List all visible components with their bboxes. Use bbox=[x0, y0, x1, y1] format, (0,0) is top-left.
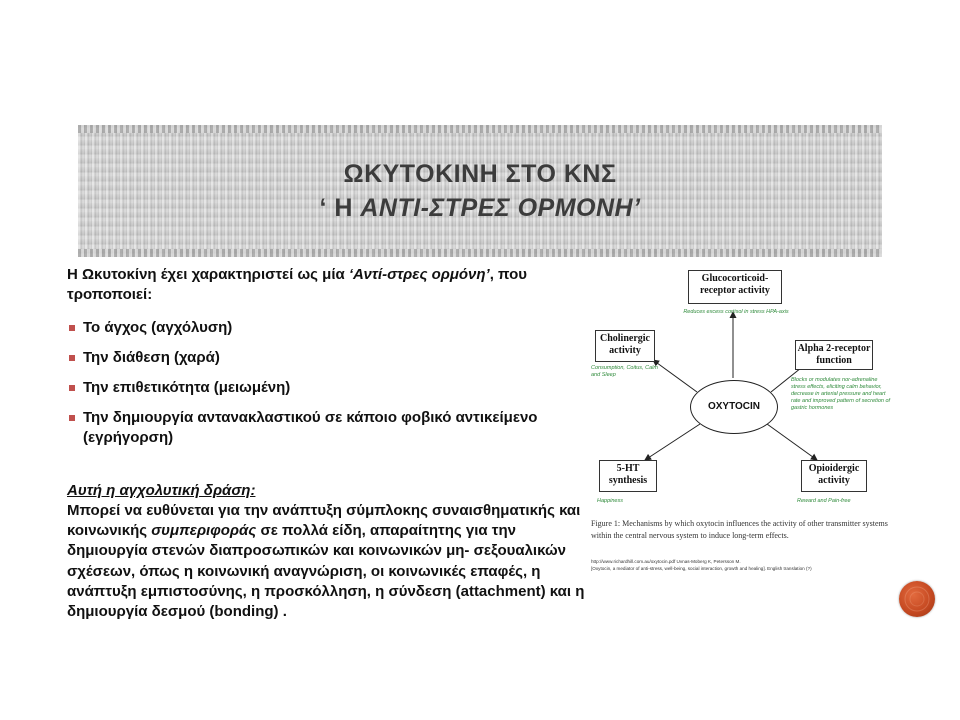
opioidergic-note: Reward and Pain-free bbox=[797, 498, 851, 504]
sub-heading bbox=[67, 481, 255, 501]
sub-heading-text: Αυτή η αγχολυτική δράση: bbox=[67, 482, 256, 499]
bullet-item bbox=[67, 408, 587, 448]
intro-pre: Η Ωκυτοκίνη έχει χαρακτηριστεί ως μία bbox=[67, 266, 349, 283]
square-bullet-icon bbox=[69, 415, 75, 421]
bullet-text: Την διάθεση (χαρά) bbox=[83, 349, 220, 366]
oxytocin-center: OXYTOCIN bbox=[690, 380, 778, 434]
square-bullet-icon bbox=[69, 385, 75, 391]
bullet-text: Την επιθετικότητα (μειωμένη) bbox=[83, 379, 291, 396]
source-line2: [Oxytocin, a mediator of anti-stress, well-being, social interaction, growth and healing]. English translation (?) bbox=[591, 566, 812, 571]
nav-circle-button[interactable] bbox=[899, 581, 935, 617]
square-bullet-icon bbox=[69, 325, 75, 331]
5ht-note: Happiness bbox=[597, 498, 623, 504]
title-line2-prefix: ‘ Η bbox=[319, 194, 361, 222]
glucocorticoid-note: Reduces excess cortisol in stress HPA-axis bbox=[683, 309, 789, 315]
slide-title-line2 bbox=[78, 194, 882, 223]
cholinergic-note: Consumption, Coitus, Calm and Sleep bbox=[591, 365, 658, 378]
glucocorticoid-box: Glucocorticoid-receptor activity bbox=[688, 270, 782, 304]
alpha2-box: Alpha 2-receptor function bbox=[795, 340, 873, 370]
5ht-box: 5-HT synthesis bbox=[599, 460, 657, 492]
circle-pattern-icon bbox=[899, 581, 935, 617]
intro-post: , που τροποποιεί: bbox=[67, 266, 528, 303]
bullet-text: Την δημιουργία αντανακλαστικού σε κάποιο φοβικό αντικείμενο (εγρήγορση) bbox=[83, 409, 538, 446]
para-italic: συμπεριφοράς bbox=[151, 522, 257, 540]
intro-emphasis: ‘Αντί-στρες ορμόνη’ bbox=[348, 266, 490, 283]
title-line2-italic: ΑΝΤΙ-ΣΤΡΕΣ ΟΡΜΟΝΗ’ bbox=[360, 194, 641, 222]
arrow-bottom-right bbox=[767, 424, 817, 460]
alpha2-note: Blocks or modulates nor-adrenaline stress effects, eliciting calm behavior, decrease in arterial pressure and heart rate and improved pattern of secretion of gastric hormones bbox=[791, 377, 891, 411]
arrow-bottom-left bbox=[645, 424, 700, 460]
bullet-item bbox=[67, 378, 587, 398]
title-banner bbox=[78, 125, 882, 257]
bullet-item bbox=[67, 348, 587, 368]
intro-text bbox=[67, 265, 587, 305]
body-paragraph bbox=[67, 501, 592, 622]
square-bullet-icon bbox=[69, 355, 75, 361]
para-pre: Μπορεί να ευθύνεται για την ανάπτυξη σύμπλοκης συναισθηματικής και κοινωνικής bbox=[67, 502, 581, 540]
bullet-text: Το άγχος (αγχόλυση) bbox=[83, 319, 233, 336]
bullet-list bbox=[67, 318, 587, 448]
cholinergic-box: Cholinergic activity bbox=[595, 330, 655, 362]
figure-caption: Figure 1: Mechanisms by which oxytocin influences the activity of other transmitter systems within the central nervous system to induce long-term effects. bbox=[591, 519, 888, 540]
slide-title-line1: ΩΚΥΤΟΚΙΝΗ ΣΤΟ ΚΝΣ bbox=[343, 160, 617, 188]
para-post: σε πολλά είδη, απαραίτητης για την δημιουργία στενών διαπροσωπικών και κοινωνικών μη- σεξουαλικών σχέσεων, όπως η κοινωνική αναγνώριση, οι κοινωνικές επαφές, η ανάπτυξη εμπιστοσύνης, η προσκόλληση, η σύνδεση (attachment) και η δημιουργία δεσμού (bonding) . bbox=[67, 522, 585, 621]
bullet-item bbox=[67, 318, 587, 338]
source-line1: http://www.richardhill.com.au/oxytocin.pdf Uvnas-Moberg K, Petersson M. bbox=[591, 559, 741, 564]
opioidergic-box: Opioidergic activity bbox=[801, 460, 867, 492]
source-citation bbox=[591, 558, 891, 572]
